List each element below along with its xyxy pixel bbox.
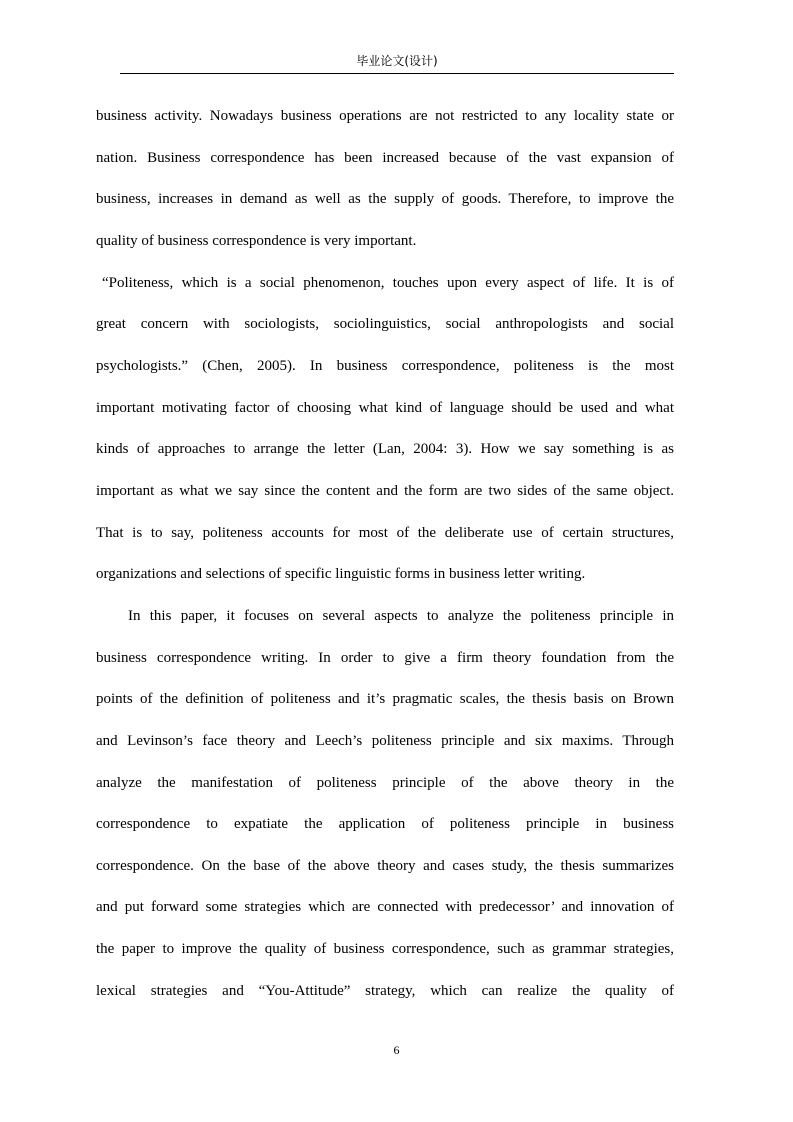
text-line: correspondence to expatiate the application of politeness principle in business	[96, 816, 674, 833]
text-line: business, increases in demand as well as the supply of goods. Therefore, to improve the	[96, 191, 674, 208]
text-line: the paper to improve the quality of business correspondence, such as grammar strategies,	[96, 941, 674, 958]
text-line: organizations and selections of specific linguistic forms in business letter writing.	[96, 566, 586, 583]
text-line: That is to say, politeness accounts for most of the deliberate use of certain structures,	[96, 524, 674, 541]
text-line: correspondence. On the base of the above theory and cases study, the thesis summarizes	[96, 857, 674, 874]
text-line: and put forward some strategies which are connected with predecessor’ and innovation of	[96, 899, 674, 916]
page-number: 6	[393, 1043, 400, 1057]
text-line: business activity. Nowadays business operations are not restricted to any locality state or	[96, 108, 674, 124]
paragraph-2	[96, 263, 674, 596]
text-line: nation. Business correspondence has been increased because of the vast expansion of	[96, 149, 674, 166]
text-line: great concern with sociologists, sociolinguistics, social anthropologists and social	[96, 316, 674, 333]
body-text	[96, 96, 674, 1012]
text-line: psychologists.” (Chen, 2005). In business correspondence, politeness is the most	[96, 357, 674, 374]
text-line: important as what we say since the content and the form are two sides of the same object.	[96, 482, 674, 499]
text-line: business correspondence writing. In order to give a firm theory foundation from the	[96, 649, 674, 666]
page-header: 毕业论文(设计)	[356, 54, 438, 68]
text-line: “Politeness, which is a social phenomenon, touches upon every aspect of life. It is of	[102, 274, 674, 291]
text-line: and Levinson’s face theory and Leech’s politeness principle and six maxims. Through	[96, 732, 674, 749]
text-line: important motivating factor of choosing what kind of language should be used and what	[96, 399, 674, 416]
text-line: lexical strategies and “You-Attitude” strategy, which can realize the quality of	[96, 982, 674, 999]
paragraph-1	[96, 96, 674, 263]
paragraph-3	[96, 596, 674, 1013]
text-line: kinds of approaches to arrange the letter (Lan, 2004: 3). How we say something is as	[96, 441, 674, 458]
text-line: quality of business correspondence is very important.	[96, 232, 417, 249]
text-line: points of the definition of politeness and it’s pragmatic scales, the thesis basis on Brown	[96, 691, 674, 708]
text-line: analyze the manifestation of politeness principle of the above theory in the	[96, 774, 674, 791]
header-rule	[120, 73, 674, 74]
text-line: In this paper, it focuses on several aspects to analyze the politeness principle in	[128, 607, 674, 624]
